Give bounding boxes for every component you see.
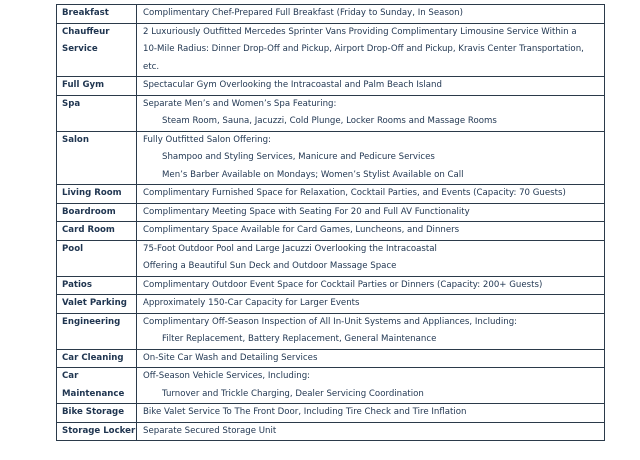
table-row <box>57 185 604 204</box>
amenity-name: Maintenance <box>62 388 125 399</box>
amenity-description-line: etc. <box>143 61 160 72</box>
amenity-description-line: Spectacular Gym Overlooking the Intracoastal and Palm Beach Island <box>143 80 442 90</box>
amenity-name: Valet Parking <box>62 298 127 308</box>
amenity-name-cell <box>57 204 137 222</box>
amenity-description-cell <box>137 368 604 403</box>
amenity-name: Boardroom <box>62 206 116 217</box>
amenities-table <box>56 4 605 441</box>
amenity-name: Spa <box>62 98 81 109</box>
amenity-description-line: Complimentary Furnished Space for Relaxation, Cocktail Parties, and Events (Capacity: 70 Guests) <box>143 188 566 198</box>
amenity-name-cell <box>57 295 137 313</box>
table-row <box>57 222 604 241</box>
amenity-description-line: Men’s Barber Available on Mondays; Women’s Stylist Available on Call <box>162 169 464 180</box>
amenity-name: Car Cleaning <box>62 352 124 363</box>
amenity-description-cell <box>137 204 604 222</box>
table-row <box>57 24 604 78</box>
amenity-description-line: Complimentary Outdoor Event Space for Cocktail Parties or Dinners (Capacity: 200+ Guests) <box>143 279 543 290</box>
amenity-description-cell <box>137 24 604 77</box>
amenity-name: Engineering <box>62 316 121 327</box>
amenity-name-cell <box>57 96 137 131</box>
amenity-name-cell <box>57 5 137 23</box>
table-row <box>57 77 604 96</box>
amenity-name: Patios <box>62 279 92 290</box>
amenity-description-cell <box>137 185 604 203</box>
table-row <box>57 132 604 186</box>
amenity-description-line: Complimentary Space Available for Card Games, Luncheons, and Dinners <box>143 225 460 235</box>
amenity-description-line: Turnover and Trickle Charging, Dealer Servicing Coordination <box>162 388 424 399</box>
table-row <box>57 5 604 24</box>
amenity-description-cell <box>137 423 604 441</box>
table-row <box>57 295 604 314</box>
table-row <box>57 277 604 296</box>
amenity-description-line: 2 Luxuriously Outfitted Mercedes Sprinter Vans Providing Complimentary Limousine Service Within a <box>143 26 577 37</box>
amenity-name: Breakfast <box>62 8 109 18</box>
amenity-name: Card Room <box>62 225 115 235</box>
amenity-description-cell <box>137 350 604 368</box>
amenity-description-line: Fully Outfitted Salon Offering: <box>143 134 271 145</box>
amenity-description-line: Separate Secured Storage Unit <box>143 425 277 436</box>
amenity-description-cell <box>137 96 604 131</box>
amenity-description-cell <box>137 404 604 422</box>
amenity-description-cell <box>137 277 604 295</box>
amenity-description-cell <box>137 241 604 276</box>
amenity-name: Car <box>62 371 79 381</box>
amenity-description-line: Steam Room, Sauna, Jacuzzi, Cold Plunge, Locker Rooms and Massage Rooms <box>162 116 497 126</box>
amenity-description-line: Separate Men’s and Women’s Spa Featuring: <box>143 98 337 109</box>
amenity-name-cell <box>57 185 137 203</box>
amenity-description-line: 75-Foot Outdoor Pool and Large Jacuzzi Overlooking the Intracoastal <box>143 243 437 254</box>
amenity-name-cell <box>57 77 137 95</box>
amenity-description-line: Complimentary Meeting Space with Seating For 20 and Full AV Functionality <box>143 206 470 217</box>
amenity-name: Full Gym <box>62 80 105 90</box>
amenity-description-line: Complimentary Chef-Prepared Full Breakfast (Friday to Sunday, In Season) <box>143 8 463 18</box>
amenity-description-line: Complimentary Off-Season Inspection of All In-Unit Systems and Appliances, Including: <box>143 316 518 327</box>
amenity-name-cell <box>57 404 137 422</box>
amenity-description-cell <box>137 77 604 95</box>
table-row <box>57 404 604 423</box>
amenity-description-line: Filter Replacement, Battery Replacement, General Maintenance <box>162 334 437 344</box>
amenity-description-cell <box>137 132 604 185</box>
amenity-description-line: On-Site Car Wash and Detailing Services <box>143 352 318 363</box>
amenity-name-cell <box>57 350 137 368</box>
table-row <box>57 350 604 369</box>
amenity-name: Chauffeur <box>62 26 110 37</box>
table-row <box>57 368 604 404</box>
amenity-description-line: Off-Season Vehicle Services, Including: <box>143 371 311 381</box>
amenity-description-line: 10-Mile Radius: Dinner Drop-Off and Pickup, Airport Drop-Off and Pickup, Kravis Center Transportation, <box>143 44 584 54</box>
table-row <box>57 241 604 277</box>
amenity-name-cell <box>57 24 137 77</box>
amenity-description-line: Shampoo and Styling Services, Manicure and Pedicure Services <box>162 152 435 162</box>
amenity-description-line: Offering a Beautiful Sun Deck and Outdoor Massage Space <box>143 261 397 271</box>
amenity-description-cell <box>137 314 604 349</box>
table-row <box>57 314 604 350</box>
amenity-name-cell <box>57 241 137 276</box>
amenity-name-cell <box>57 423 137 441</box>
table-row <box>57 423 604 442</box>
table-row <box>57 204 604 223</box>
amenity-description-line: Approximately 150-Car Capacity for Larger Events <box>143 298 360 308</box>
amenity-name: Salon <box>62 134 89 145</box>
amenity-name: Living Room <box>62 188 122 198</box>
amenity-name: Pool <box>62 243 84 254</box>
amenity-name-cell <box>57 277 137 295</box>
amenity-name-cell <box>57 314 137 349</box>
amenity-description-cell <box>137 222 604 240</box>
amenity-description-cell <box>137 5 604 23</box>
amenity-name-cell <box>57 132 137 185</box>
amenity-name-cell <box>57 368 137 403</box>
amenity-description-line: Bike Valet Service To The Front Door, Including Tire Check and Tire Inflation <box>143 407 467 417</box>
amenity-name: Storage Locker <box>62 425 136 436</box>
amenity-name: Service <box>62 44 98 54</box>
table-row <box>57 96 604 132</box>
amenity-description-cell <box>137 295 604 313</box>
amenity-name-cell <box>57 222 137 240</box>
amenity-name: Bike Storage <box>62 407 125 417</box>
